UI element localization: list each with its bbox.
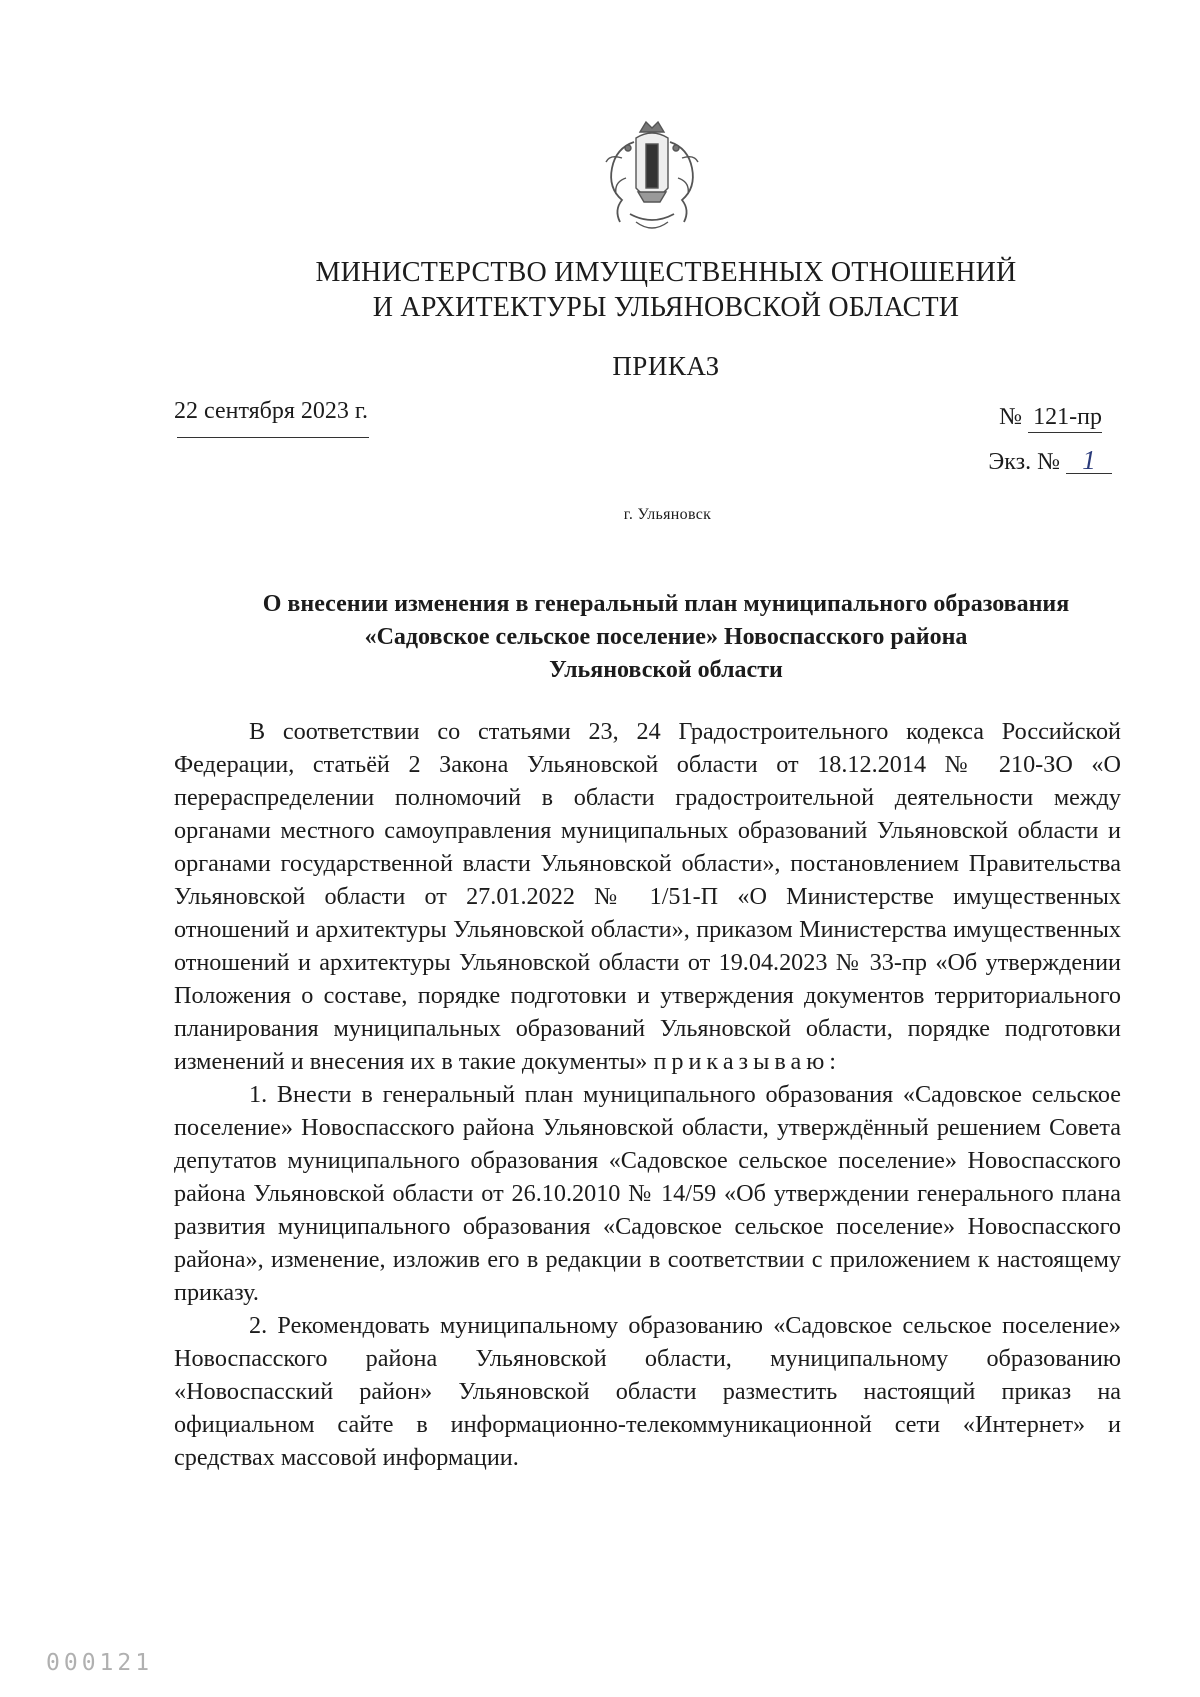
item-1: 1. Внести в генеральный план муниципального образования «Садовское сельское поселение» Новоспасского района Ульяновской области, утверждённый решением Совета депутатов муниципального образования «Садовское сельское поселение» Новоспасского района Ульяновской области от 26.10.2010 № 14/59 «Об утверждении генерального плана развития муниципального образования «Садовское сельское поселение» Новоспасского района», изменение, изложив его в редакции в соответствии с приложением к настоящему приказу.: [174, 1081, 1121, 1306]
title-line-1: О внесении изменения в генеральный план муниципального образования: [262, 591, 1070, 617]
ministry-name: [0, 255, 1200, 325]
ministry-line-1: МИНИСТЕРСТВО ИМУЩЕСТВЕННЫХ ОТНОШЕНИЙ: [315, 257, 1017, 288]
item-2: 2. Рекомендовать муниципальному образованию «Садовское сельское поселение» Новоспасского района Ульяновской области, муниципальному образованию «Новоспасский район» Ульяновской области разместить настоящий приказ на официальном сайте в информационно-телекоммуникационной сети «Интернет» и средствах массовой информации.: [174, 1312, 1121, 1471]
intro-paragraph: [174, 715, 1121, 1078]
order-number: [999, 404, 1102, 433]
order-date: 22 сентября 2023 г.: [174, 398, 369, 424]
ministry-line-2: И АРХИТЕКТУРЫ УЛЬЯНОВСКОЙ ОБЛАСТИ: [372, 292, 960, 323]
intro-text: В соответствии со статьями 23, 24 Градостроительного кодекса Российской Федерации, статьёй 2 Закона Ульяновской области от 18.12.2014 № 210-ЗО «О перераспределении полномочий в области градостроительной деятельности между органами местного самоуправления муниципальных образований Ульяновской области и органами государственной власти Ульяновской области», постановлением Правительства Ульяновской области от 27.01.2022 № 1/51-П «О Министерстве имущественных отношений и архитектуры Ульяновской области», приказом Министерства имущественных отношений и архитектуры Ульяновской области от 19.04.2023 № 33-пр «Об утверждении Положения о составе, порядке подготовки и утверждения документов территориального планирования муниципальных образований Ульяновской области, порядке подготовки изменений и внесения их в такие документы»: [174, 718, 1121, 1075]
number-value: 121-пр: [1028, 404, 1102, 433]
title-line-3: Ульяновской области: [549, 657, 783, 683]
date-underline: [177, 437, 369, 438]
order-word: приказываю:: [653, 1048, 841, 1075]
copy-number: [988, 447, 1112, 476]
stamp-number: 000121: [46, 1650, 154, 1676]
city: г. Ульяновск: [623, 506, 712, 523]
document-body: [174, 715, 1121, 1474]
number-label: №: [999, 404, 1022, 430]
document-title: [0, 588, 1200, 687]
copy-value: 1: [1066, 447, 1112, 474]
document-type: ПРИКАЗ: [612, 351, 720, 381]
copy-label: Экз. №: [988, 449, 1060, 475]
coat-of-arms-icon: [600, 118, 704, 236]
title-line-2: «Садовское сельское поселение» Новоспасского района: [364, 624, 968, 650]
